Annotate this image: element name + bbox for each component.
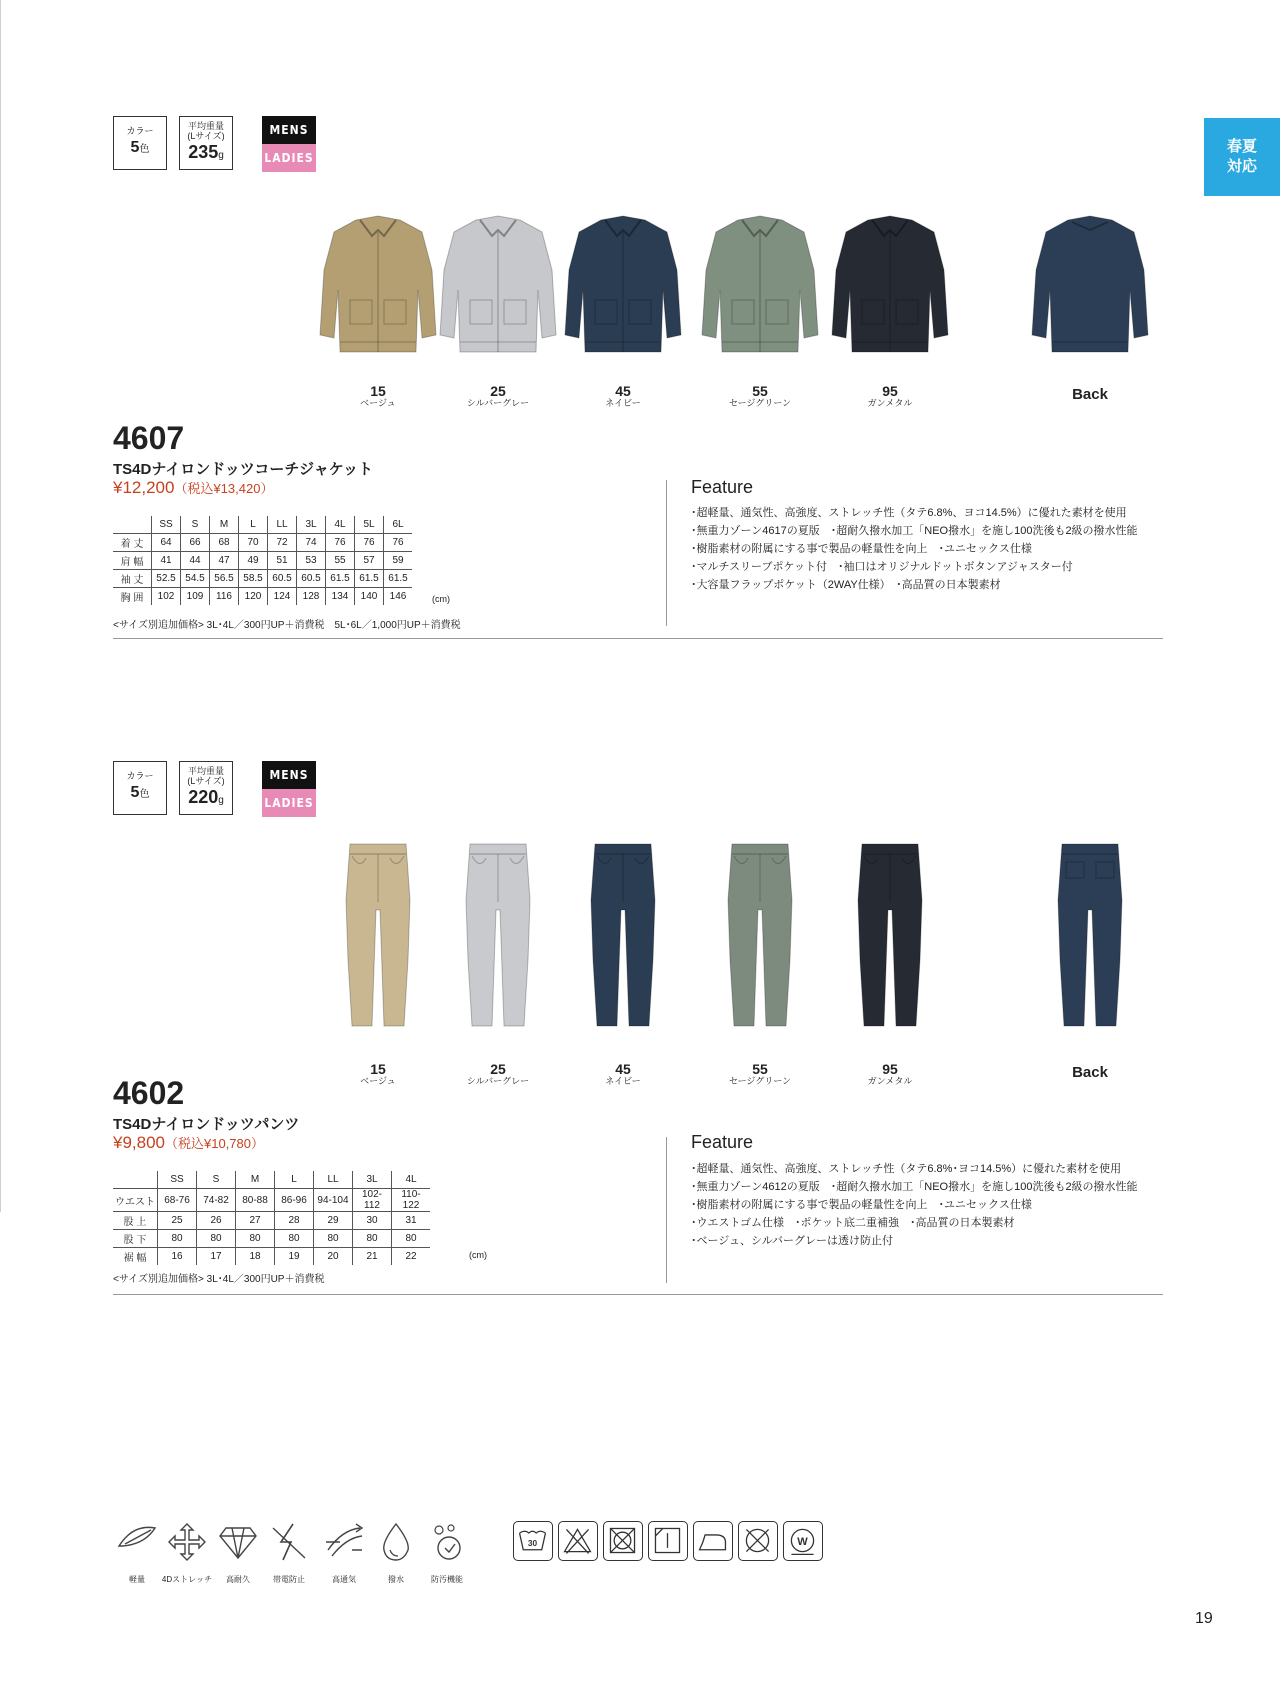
size-cell: 58.5	[239, 570, 268, 588]
size-cell: 116	[210, 588, 239, 606]
color-count-unit: 色	[139, 144, 150, 155]
size-cell: 80	[353, 1230, 392, 1248]
variant-name: ガンメタル	[867, 398, 913, 408]
variant-code: 55	[752, 383, 768, 399]
feature-item: ･樹脂素材の附属にする事で製品の軽量性を向上 ･ユニセックス仕様	[691, 1199, 1032, 1211]
size-cell: 53	[297, 552, 326, 570]
variant-code: 15	[370, 1061, 386, 1077]
variant-caption	[830, 384, 950, 409]
feature-title: Feature	[691, 1132, 754, 1152]
size-table	[113, 516, 412, 605]
size-cell: 124	[268, 588, 297, 606]
size-header-cell: 4L	[392, 1171, 431, 1189]
size-header-cell: LL	[268, 516, 297, 534]
size-header-cell: L	[275, 1171, 314, 1189]
weight-box	[179, 761, 233, 815]
weight-box	[179, 116, 233, 170]
size-cell: 128	[297, 588, 326, 606]
pants-image	[458, 840, 538, 1035]
size-row-label: 股 上	[113, 1212, 158, 1230]
variant-caption	[830, 1062, 950, 1087]
function-label: 軽量	[129, 1575, 145, 1584]
variant-caption	[700, 384, 820, 409]
size-row-label: 肩 幅	[113, 552, 152, 570]
variant-name: セージグリーン	[728, 398, 792, 408]
svg-text:30: 30	[527, 1538, 538, 1549]
variant-name: シルバーグレー	[466, 1076, 530, 1086]
feature-item: ･超軽量、通気性、高強度、ストレッチ性（タテ6.8%･ヨコ14.5%）に優れた素材を使用	[691, 1163, 1122, 1175]
variant-name: ベージュ	[360, 1076, 396, 1086]
size-cell: 29	[314, 1212, 353, 1230]
variant-caption	[563, 384, 683, 409]
size-cell: 80	[314, 1230, 353, 1248]
size-header-cell: L	[239, 516, 268, 534]
size-cell: 68-76	[158, 1189, 197, 1212]
size-header-cell: S	[197, 1171, 236, 1189]
back-label: Back	[1072, 1064, 1108, 1081]
no-tumble-dry-icon	[604, 1522, 641, 1559]
size-cell: 86-96	[275, 1189, 314, 1212]
size-cell: 110-122	[392, 1189, 431, 1212]
variant-code: 45	[615, 1061, 631, 1077]
pants-image	[338, 840, 418, 1035]
color-count-unit: 色	[139, 789, 150, 800]
size-cell: 18	[236, 1248, 275, 1266]
price-tax: （税込¥10,780）	[165, 1136, 264, 1151]
jacket-image	[698, 210, 822, 365]
variant-code: 95	[882, 1061, 898, 1077]
color-count-label: カラー	[126, 771, 154, 781]
size-row-label: 股 下	[113, 1230, 158, 1248]
mens-tag: MENS	[262, 761, 316, 789]
stretch-arrows-icon	[165, 1520, 209, 1564]
size-row	[113, 534, 412, 552]
care-symbol	[738, 1521, 778, 1561]
season-badge-line1: 春夏	[1226, 138, 1257, 155]
size-cell: 22	[392, 1248, 431, 1266]
product-name: TS4Dナイロンドッツパンツ	[113, 1116, 300, 1133]
no-dry-clean-icon	[739, 1522, 776, 1559]
size-cell: 76	[355, 534, 384, 552]
variant-code: 45	[615, 383, 631, 399]
function-label: 高耐久	[226, 1575, 250, 1584]
variant-name: シルバーグレー	[466, 398, 530, 408]
mens-tag: MENS	[262, 116, 316, 144]
size-header-cell	[113, 1171, 158, 1189]
function-label: 高通気	[332, 1575, 356, 1584]
size-cell: 54.5	[181, 570, 210, 588]
size-header-cell: 5L	[355, 516, 384, 534]
weight-value: 220	[188, 787, 219, 807]
size-unit: (cm)	[432, 594, 450, 604]
size-cell: 41	[152, 552, 181, 570]
size-cell: 102-112	[353, 1189, 392, 1212]
weight-unit: g	[218, 795, 224, 806]
size-cell: 61.5	[384, 570, 413, 588]
feature-item: ･大容量フラップポケット（2WAY仕様） ･高品質の日本製素材	[691, 579, 1001, 591]
variant-caption	[438, 384, 558, 409]
size-row-label: 着 丈	[113, 534, 152, 552]
size-cell: 17	[197, 1248, 236, 1266]
size-header-cell: 3L	[353, 1171, 392, 1189]
divider-horizontal	[113, 638, 1163, 639]
water-drop-icon	[374, 1520, 418, 1564]
pants-back-image	[1050, 840, 1130, 1035]
function-badge	[314, 1520, 374, 1585]
variant-code: 25	[490, 383, 506, 399]
size-cell: 16	[158, 1248, 197, 1266]
care-symbol	[783, 1521, 823, 1561]
feature-item: ･無重力ゾーン4617の夏版 ･超耐久撥水加工「NEO撥水」を施し100洗後も2級の撥水性能	[691, 525, 1138, 537]
size-header-cell: LL	[314, 1171, 353, 1189]
care-symbol	[513, 1521, 553, 1561]
pants-image	[583, 840, 663, 1035]
size-cell: 72	[268, 534, 297, 552]
size-cell: 74	[297, 534, 326, 552]
size-row	[113, 588, 412, 606]
size-cell: 19	[275, 1248, 314, 1266]
feature-list	[691, 504, 1138, 594]
page-edge-line	[0, 0, 1, 1212]
size-row	[113, 1189, 430, 1212]
size-cell: 146	[384, 588, 413, 606]
size-cell: 76	[384, 534, 413, 552]
pants-image	[720, 840, 800, 1035]
iron-low-icon	[694, 1522, 731, 1559]
size-cell: 60.5	[297, 570, 326, 588]
size-cell: 64	[152, 534, 181, 552]
color-count-label: カラー	[126, 126, 154, 136]
antistatic-icon	[267, 1520, 311, 1564]
size-header-cell: 4L	[326, 516, 355, 534]
feature-list	[691, 1160, 1138, 1250]
size-header-row	[113, 1171, 430, 1189]
size-cell: 80	[158, 1230, 197, 1248]
size-row	[113, 1212, 430, 1230]
feature-item: ･無重力ゾーン4612の夏版 ･超耐久撥水加工「NEO撥水」を施し100洗後も2級の撥水性能	[691, 1181, 1138, 1193]
function-badge	[417, 1520, 477, 1585]
feature-item: ･超軽量、通気性、高強度、ストレッチ性（タテ6.8%、ヨコ14.5%）に優れた素材を使用	[691, 507, 1127, 519]
size-cell: 80	[392, 1230, 431, 1248]
care-symbol	[603, 1521, 643, 1561]
size-header-cell: 6L	[384, 516, 413, 534]
size-cell: 61.5	[355, 570, 384, 588]
size-cell: 55	[326, 552, 355, 570]
jacket-image	[828, 210, 952, 365]
size-cell: 120	[239, 588, 268, 606]
size-row-label: ウエスト	[113, 1189, 158, 1212]
care-symbol	[693, 1521, 733, 1561]
size-cell: 68	[210, 534, 239, 552]
size-header-cell: SS	[152, 516, 181, 534]
divider-horizontal	[113, 1294, 1163, 1295]
variant-caption	[318, 384, 438, 409]
back-label: Back	[1072, 386, 1108, 403]
size-cell: 26	[197, 1212, 236, 1230]
model-number: 4602	[113, 1075, 185, 1111]
size-table	[113, 1171, 430, 1265]
product-name: TS4Dナイロンドッツコーチジャケット	[113, 461, 374, 478]
size-cell: 140	[355, 588, 384, 606]
line-dry-shade-icon	[649, 1522, 686, 1559]
jacket-image	[316, 210, 440, 365]
variant-caption	[318, 1062, 438, 1087]
size-row-label: 胸 囲	[113, 588, 152, 606]
size-cell: 56.5	[210, 570, 239, 588]
back-caption	[1030, 1064, 1150, 1081]
size-row	[113, 1248, 430, 1266]
airflow-icon	[322, 1520, 366, 1564]
weight-label: 平均重量 (Lサイズ)	[187, 766, 225, 786]
size-header-cell: S	[181, 516, 210, 534]
variant-caption	[563, 1062, 683, 1087]
size-price-note: <サイズ別追加価格> 3L･4L／300円UP＋消費税 5L･6L／1,000円UP＋消費税	[113, 620, 461, 631]
size-cell: 80	[236, 1230, 275, 1248]
variant-name: ガンメタル	[867, 1076, 913, 1086]
price-value: ¥9,800	[113, 1133, 165, 1152]
function-label: 防汚機能	[431, 1575, 463, 1584]
size-price-note: <サイズ別追加価格> 3L･4L／300円UP＋消費税	[113, 1274, 325, 1285]
price-tax: （税込¥13,420）	[174, 481, 274, 496]
care-symbol	[558, 1521, 598, 1561]
size-cell: 30	[353, 1212, 392, 1230]
variant-name: ネイビー	[605, 1076, 641, 1086]
size-cell: 134	[326, 588, 355, 606]
weight-unit: g	[218, 150, 224, 161]
size-row	[113, 570, 412, 588]
size-cell: 60.5	[268, 570, 297, 588]
price-value: ¥12,200	[113, 478, 175, 497]
size-cell: 80	[275, 1230, 314, 1248]
divider-vertical	[666, 480, 667, 626]
size-cell: 52.5	[152, 570, 181, 588]
size-cell: 27	[236, 1212, 275, 1230]
color-count-box	[113, 761, 167, 815]
size-cell: 109	[181, 588, 210, 606]
size-cell: 70	[239, 534, 268, 552]
variant-code: 15	[370, 383, 386, 399]
size-header-row	[113, 516, 412, 534]
size-header-cell: SS	[158, 1171, 197, 1189]
variant-caption	[438, 1062, 558, 1087]
size-row	[113, 552, 412, 570]
size-cell: 21	[353, 1248, 392, 1266]
jacket-back-image	[1028, 210, 1152, 365]
size-cell: 47	[210, 552, 239, 570]
size-header-cell: M	[236, 1171, 275, 1189]
size-cell: 57	[355, 552, 384, 570]
size-cell: 20	[314, 1248, 353, 1266]
back-caption	[1030, 386, 1150, 403]
ladies-tag: LADIES	[262, 144, 316, 172]
feature-item: ･ウエストゴム仕様 ･ポケット底二重補強 ･高品質の日本製素材	[691, 1217, 1015, 1229]
price	[113, 1133, 264, 1153]
size-unit: (cm)	[469, 1250, 487, 1260]
weight-value: 235	[188, 142, 219, 162]
size-cell: 76	[326, 534, 355, 552]
jacket-image	[561, 210, 685, 365]
feature-title: Feature	[691, 477, 754, 497]
feature-item: ･マルチスリーブポケット付 ･袖口はオリジナルドットボタンアジャスター付	[691, 561, 1073, 573]
stain-guard-icon	[425, 1520, 469, 1564]
color-count-value: 5	[130, 139, 140, 156]
size-cell: 31	[392, 1212, 431, 1230]
size-cell: 49	[239, 552, 268, 570]
size-header-cell	[113, 516, 152, 534]
variant-code: 55	[752, 1061, 768, 1077]
page-number: 19	[1195, 1610, 1213, 1627]
feature-item: ･樹脂素材の附属にする事で製品の軽量性を向上 ･ユニセックス仕様	[691, 543, 1032, 555]
size-cell: 28	[275, 1212, 314, 1230]
size-cell: 61.5	[326, 570, 355, 588]
diamond-icon	[216, 1520, 260, 1564]
svg-text:W: W	[797, 1536, 808, 1549]
size-cell: 25	[158, 1212, 197, 1230]
variant-code: 95	[882, 383, 898, 399]
pants-image	[850, 840, 930, 1035]
weight-label: 平均重量 (Lサイズ)	[187, 121, 225, 141]
variant-caption	[700, 1062, 820, 1087]
wet-clean-icon	[784, 1522, 821, 1559]
variant-name: ネイビー	[605, 398, 641, 408]
price	[113, 478, 273, 498]
no-bleach-icon	[559, 1522, 596, 1559]
wash-30-icon	[514, 1522, 551, 1559]
size-row-label: 裾 幅	[113, 1248, 158, 1266]
color-count-box	[113, 116, 167, 170]
size-cell: 94-104	[314, 1189, 353, 1212]
size-cell: 44	[181, 552, 210, 570]
function-label: 撥水	[388, 1575, 404, 1584]
variant-name: セージグリーン	[728, 1076, 792, 1086]
feather-icon	[115, 1520, 159, 1564]
feature-item: ･ベージュ、シルバーグレーは透け防止付	[691, 1235, 894, 1247]
size-cell: 102	[152, 588, 181, 606]
ladies-tag: LADIES	[262, 789, 316, 817]
function-label: 帯電防止	[273, 1575, 305, 1584]
size-cell: 74-82	[197, 1189, 236, 1212]
season-badge	[1204, 118, 1280, 196]
size-row-label: 袖 丈	[113, 570, 152, 588]
variant-name: ベージュ	[360, 398, 396, 408]
size-header-cell: 3L	[297, 516, 326, 534]
size-cell: 80-88	[236, 1189, 275, 1212]
size-cell: 80	[197, 1230, 236, 1248]
size-cell: 66	[181, 534, 210, 552]
care-symbol	[648, 1521, 688, 1561]
divider-vertical	[666, 1137, 667, 1283]
function-badge	[259, 1520, 319, 1585]
function-label: 4Dストレッチ	[161, 1575, 213, 1584]
size-header-cell: M	[210, 516, 239, 534]
size-cell: 59	[384, 552, 413, 570]
jacket-image	[436, 210, 560, 365]
season-badge-line2: 対応	[1226, 158, 1257, 175]
size-row	[113, 1230, 430, 1248]
variant-code: 25	[490, 1061, 506, 1077]
size-cell: 51	[268, 552, 297, 570]
color-count-value: 5	[130, 784, 140, 801]
model-number: 4607	[113, 420, 185, 456]
